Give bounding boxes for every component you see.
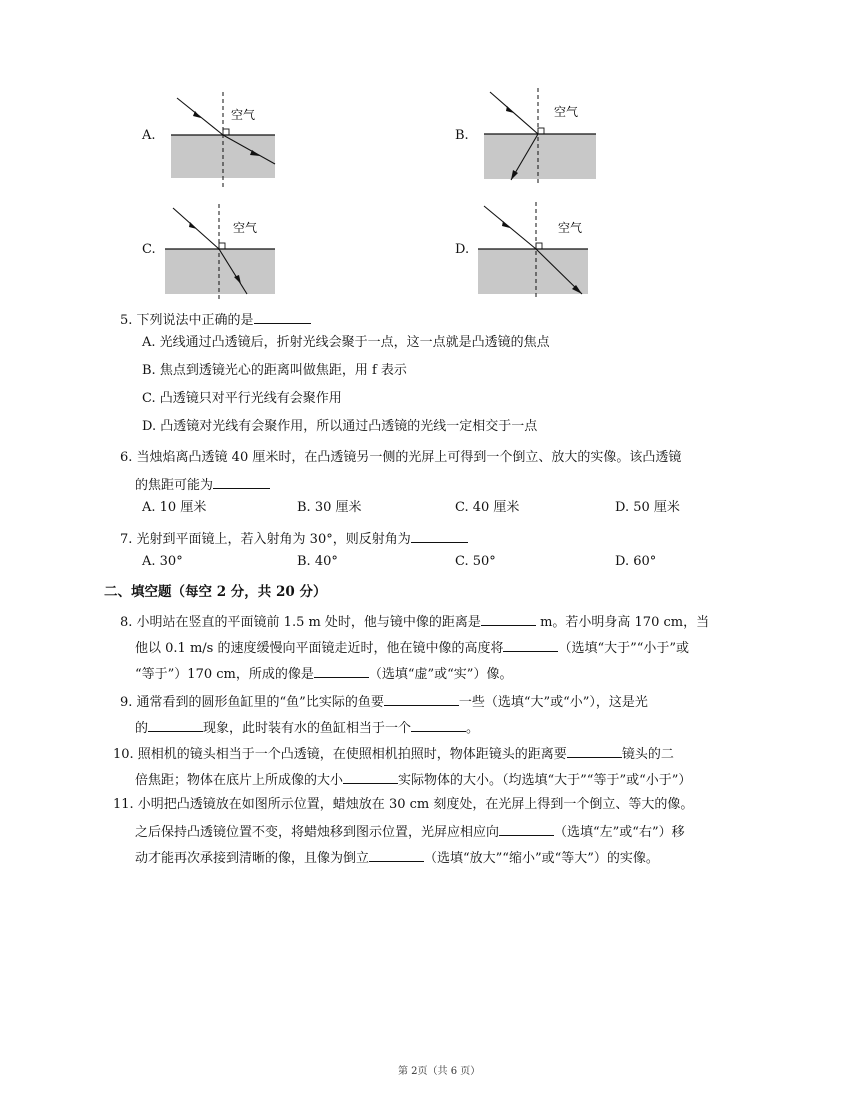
option-d-letter: D. xyxy=(455,242,470,257)
section-2-heading: 二、填空题（每空 2 分，共 20 分） xyxy=(104,584,327,600)
q7-option-c: C. 50° xyxy=(455,554,496,569)
page-footer: 第 2页（共 6 页） xyxy=(398,1066,481,1077)
answer-blank[interactable] xyxy=(369,847,424,862)
answer-blank[interactable] xyxy=(481,611,536,626)
option-b-letter: B. xyxy=(455,128,469,143)
answer-blank[interactable] xyxy=(343,769,398,784)
q5-option-c: C. 凸透镜只对平行光线有会聚作用 xyxy=(142,391,342,406)
option-c-letter: C. xyxy=(142,242,156,257)
answer-blank[interactable] xyxy=(254,309,311,324)
question-8-line2: 他以 0.1 m/s 的速度缓慢向平面镜走近时，他在镜中像的高度将 （选填“大于”“小于”或 xyxy=(135,637,689,659)
q6-option-a: A. 10 厘米 xyxy=(142,500,207,515)
q6-option-d: D. 50 厘米 xyxy=(615,500,680,515)
answer-blank[interactable] xyxy=(148,717,203,732)
answer-blank[interactable] xyxy=(503,637,558,652)
question-11-line2: 之后保持凸透镜位置不变，将蜡烛移到图示位置，光屏应相应向 （选填“左”或“右”）移 xyxy=(135,821,685,843)
question-8-line3: “等于”）170 cm，所成的像是 （选填“虚”或“实”）像。 xyxy=(135,663,512,685)
answer-blank[interactable] xyxy=(213,474,270,489)
q7-option-d: D. 60° xyxy=(615,554,657,569)
answer-blank[interactable] xyxy=(499,821,554,836)
q7-option-b: B. 40° xyxy=(297,554,338,569)
question-10-line2: 倍焦距；物体在底片上所成像的大小 实际物体的大小。（均选填“大于”“等于”或“小于”） xyxy=(135,769,691,791)
answer-blank[interactable] xyxy=(411,528,468,543)
question-11-line3: 动才能再次承接到清晰的像，且像为倒立 （选填“放大”“缩小”或“等大”）的实像。 xyxy=(135,847,659,869)
question-11-line1: 11. 小明把凸透镜放在如图所示位置，蜡烛放在 30 cm 刻度处，在光屏上得到一个倒立、等大的像。 xyxy=(113,797,694,812)
option-a-letter: A. xyxy=(142,128,156,143)
q5-option-b: B. 焦点到透镜光心的距离叫做焦距，用 f 表示 xyxy=(142,363,407,378)
air-label-a: 空气 xyxy=(231,108,256,122)
question-6-line1: 6. 当烛焰离凸透镜 40 厘米时，在凸透镜另一侧的光屏上可得到一个倒立、放大的实像。该凸透镜 xyxy=(120,450,682,465)
answer-blank[interactable] xyxy=(567,743,622,758)
q5-option-d: D. 凸透镜对光线有会聚作用，所以通过凸透镜的光线一定相交于一点 xyxy=(142,419,538,434)
air-label-d: 空气 xyxy=(558,221,583,235)
air-label-b: 空气 xyxy=(554,105,579,119)
question-9-line2: 的 现象，此时装有水的鱼缸相当于一个 。 xyxy=(135,717,479,739)
question-7-stem: 7. 光射到平面镜上，若入射角为 30°，则反射角为 xyxy=(120,528,468,550)
question-10-line1: 10. 照相机的镜头相当于一个凸透镜，在使照相机拍照时，物体距镜头的距离要 镜头的二 xyxy=(113,743,674,765)
q5-option-a: A. 光线通过凸透镜后，折射光线会聚于一点，这一点就是凸透镜的焦点 xyxy=(142,335,550,350)
refraction-diagram-b xyxy=(478,88,603,183)
question-6-line2: 的焦距可能为 xyxy=(135,474,270,496)
answer-blank[interactable] xyxy=(384,691,459,706)
refraction-diagram-d xyxy=(478,202,603,297)
q7-option-a: A. 30° xyxy=(142,554,183,569)
q6-option-c: C. 40 厘米 xyxy=(455,500,520,515)
refraction-diagram-c xyxy=(165,204,280,299)
refraction-diagram-a xyxy=(165,92,280,187)
air-label-c: 空气 xyxy=(233,221,258,235)
question-8-line1: 8. 小明站在竖直的平面镜前 1.5 m 处时，他与镜中像的距离是 m。若小明身高 170 cm，当 xyxy=(120,611,709,633)
answer-blank[interactable] xyxy=(314,663,369,678)
question-5-stem: 5. 下列说法中正确的是 xyxy=(120,309,311,331)
question-9-line1: 9. 通常看到的圆形鱼缸里的“鱼”比实际的鱼要 一些（选填“大”或“小”），这是光 xyxy=(120,691,648,713)
answer-blank[interactable] xyxy=(411,717,466,732)
q6-option-b: B. 30 厘米 xyxy=(297,500,362,515)
